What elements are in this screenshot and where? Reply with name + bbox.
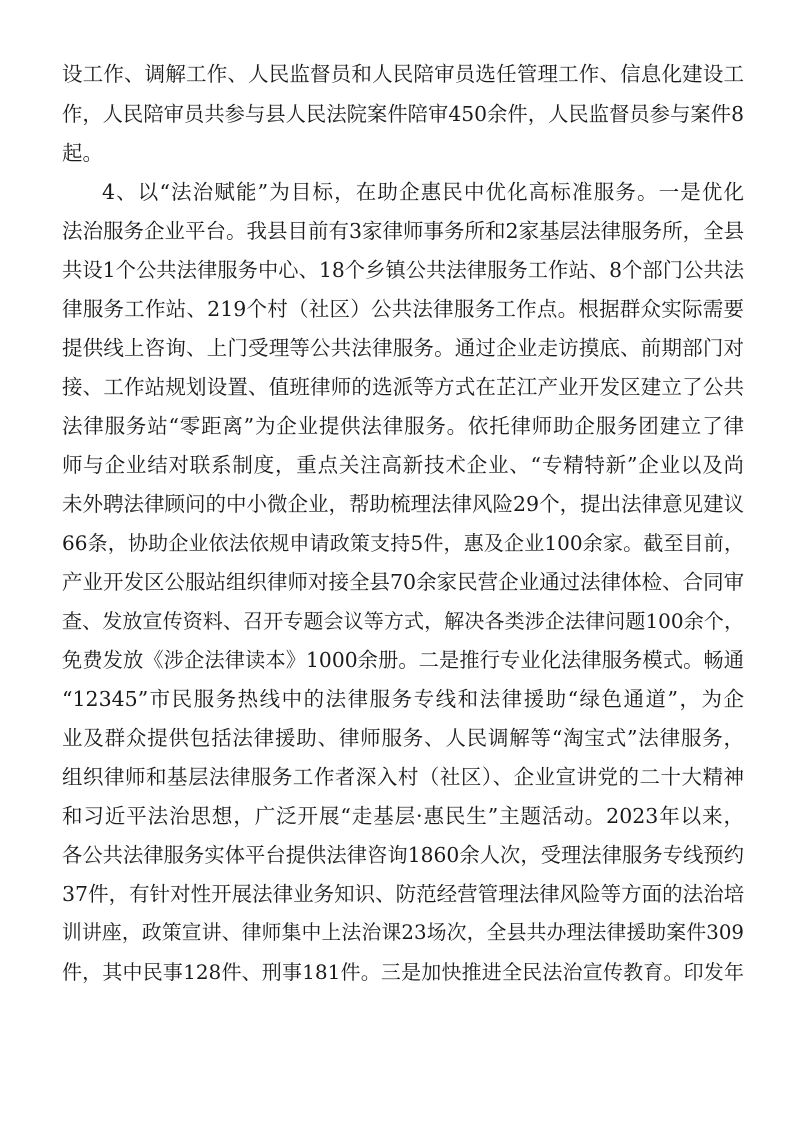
text-line: 提供线上咨询、上门受理等公共法律服务。通过企业走访摸底、前期部门对	[62, 336, 744, 360]
text-line: 查、发放宣传资料、召开专题会议等方式，解决各类涉企法律问题100余个，	[62, 609, 744, 633]
text-line: 各公共法律服务实体平台提供法律咨询1860余人次，受理法律服务专线预约	[62, 843, 744, 867]
text-line: 师与企业结对联系制度，重点关注高新技术企业、“专精特新”企业以及尚	[62, 453, 744, 477]
text-line: 37件，有针对性开展法律业务知识、防范经营管理法律风险等方面的法治培	[62, 882, 745, 906]
text-line: 法律服务站“零距离”为企业提供法律服务。依托律师助企服务团建立了律	[62, 414, 744, 438]
text-line: 件，其中民事128件、刑事181件。三是加快推进全民法治宣传教育。印发年	[62, 960, 744, 984]
text-line: 和习近平法治思想，广泛开展“走基层·惠民生”主题活动。2023年以来，	[62, 804, 744, 828]
text-line: 法治服务企业平台。我县目前有3家律师事务所和2家基层法律服务所，全县	[62, 219, 745, 243]
text-line: 产业开发区公服站组织律师对接全县70余家民营企业通过法律体检、合同审	[62, 570, 745, 594]
text-line: 律服务工作站、219个村（社区）公共法律服务工作点。根据群众实际需要	[62, 297, 744, 321]
text-line: 66条，协助企业依法依规申请政策支持5件，惠及企业100余家。截至目前，	[62, 531, 744, 555]
text-line: 设工作、调解工作、人民监督员和人民陪审员选任管理工作、信息化建设工	[62, 62, 744, 86]
text-line: 训讲座，政策宣讲、律师集中上法治课23场次，全县共办理法律援助案件309	[62, 921, 744, 944]
text-line: 免费发放《涉企法律读本》1000余册。二是推行专业化法律服务模式。畅通	[62, 648, 744, 672]
text-line: 未外聘法律顾问的中小微企业，帮助梳理法律风险29个，提出法律意见建议	[62, 492, 745, 516]
text-line: 作，人民陪审员共参与县人民法院案件陪审450余件，人民监督员参与案件8	[62, 102, 744, 126]
text-line: “12345”市民服务热线中的法律服务专线和法律援助“绿色通道”，为企	[62, 687, 744, 711]
text-line: 业及群众提供包括法律援助、律师服务、人民调解等“淘宝式”法律服务，	[62, 726, 744, 750]
text-line: 起。	[62, 141, 103, 165]
text-line: 共设1个公共法律服务中心、18个乡镇公共法律服务工作站、8个部门公共法	[62, 258, 744, 282]
text-line: 组织律师和基层法律服务工作者深入村（社区）、企业宣讲党的二十大精神	[62, 765, 744, 789]
text-line: 4、以“法治赋能”为目标，在助企惠民中优化高标准服务。一是优化	[102, 180, 744, 204]
text-line: 接、工作站规划设置、值班律师的选派等方式在芷江产业开发区建立了公共	[62, 375, 744, 399]
